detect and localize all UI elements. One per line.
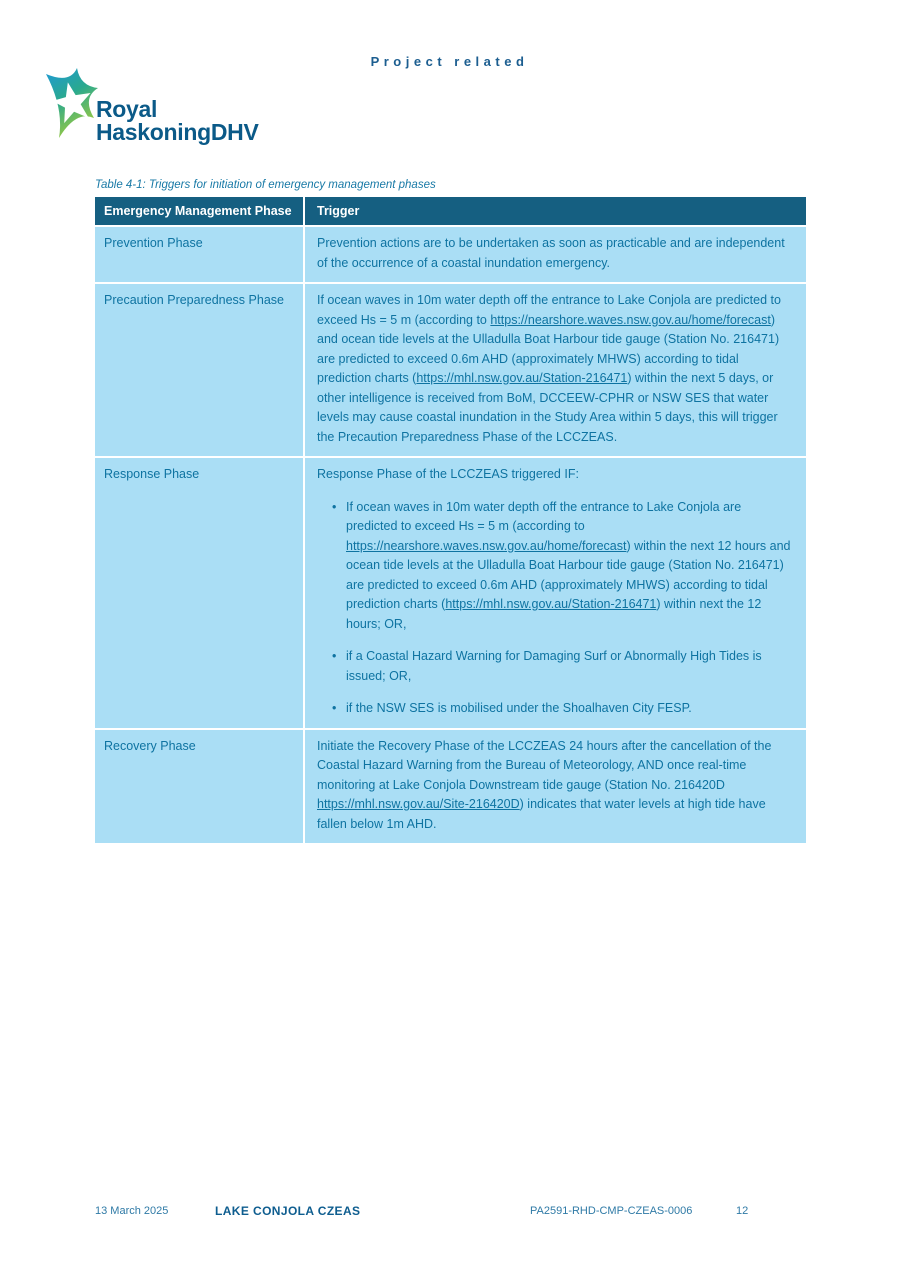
bullet-text [346,699,792,719]
link-url[interactable]: https://nearshore.waves.nsw.gov.au/home/forecast [346,538,627,553]
phase-cell: Response Phase [104,467,200,481]
trigger-cell [303,458,806,728]
header-classification: Project related [370,54,529,69]
paragraph [317,291,792,447]
bullet-item [317,498,792,635]
text-segment: Initiate the Recovery Phase of the LCCZEAS 24 hours after the cancellation of the Coastal Hazard Warning from the Bureau of Meteorology, AND once real-time monitoring at Lake Conjola Downstream tide gauge (Station No. 216420D [317,738,772,792]
text-segment: ) indicates that water levels at high tide have fallen below 1m AHD. [317,797,766,831]
phase-cell: Recovery Phase [104,738,196,753]
table-row [95,730,806,844]
phase-cell: Prevention Phase [104,236,203,250]
table-body [95,227,806,843]
text-segment: if a Coastal Hazard Warning for Damaging Surf or Abnormally High Tides is issued; OR, [346,649,762,683]
bullet-item [317,699,792,719]
footer-page-number: 12 [736,1205,749,1217]
bullet-marker: • [332,649,337,663]
bullet-marker: • [332,701,337,715]
link-url[interactable]: https://mhl.nsw.gov.au/Station-216471 [416,371,628,385]
logo-line2: HaskoningDHV [96,119,259,145]
text-segment: if the NSW SES is mobilised under the Shoalhaven City FESP. [346,701,692,715]
footer-project-title: LAKE CONJOLA CZEAS [215,1204,361,1218]
paragraph [317,234,792,273]
bullet-marker: • [332,499,337,514]
text-segment: If ocean waves in 10m water depth off the entrance to Lake Conjola are predicted to exceed Hs = 5 m (according to [317,293,781,327]
text-segment: ) within the next 12 hours and ocean tide levels at the Ulladulla Boat Harbour tide gauge (Station No. 216471) are predicted to exceed 0.6m AHD (approximately MHWS) according to tidal prediction charts ( [346,538,791,611]
link-url[interactable]: https://mhl.nsw.gov.au/Site-216420D [317,797,520,811]
column-header-trigger: Trigger [303,197,806,225]
bullet-item [317,647,792,686]
text-segment: Response Phase of the LCCZEAS triggered IF: [317,467,579,481]
bullet-text [346,498,792,635]
table-header-row [95,197,806,225]
paragraph [317,465,792,485]
table-row [95,284,806,456]
trigger-cell [303,227,806,282]
bullet-text [346,647,792,686]
logo-text [96,66,259,148]
paragraph [317,737,792,835]
link-url[interactable]: https://mhl.nsw.gov.au/Station-216471 [445,597,657,611]
text-segment: ) and ocean tide levels at the Ulladulla Boat Harbour tide gauge (Station No. 216471) are predicted to exceed 0.6m AHD (approximately MHWS) according to tidal prediction charts ( [317,312,780,385]
text-segment: If ocean waves in 10m water depth off the entrance to Lake Conjola are predicted to exceed Hs = 5 m (according to [346,499,742,533]
phase-cell: Precaution Preparedness Phase [104,293,284,307]
trigger-cell [303,284,806,456]
company-logo [44,66,259,148]
text-segment: ) within the next 5 days, or other intelligence is received from BoM, DCCEEW-CPHR or NSW SES that water levels may cause coastal inundation in the Study Area within 5 days, this will trigger the Precaution Preparedness Phase of the LCCZEAS. [317,371,778,444]
table-row [95,227,806,282]
royal-haskoningdhv-star-icon [44,66,100,148]
triggers-table [95,197,806,843]
text-segment: ) within next the 12 hours; OR, [346,597,762,631]
table-caption: Table 4-1: Triggers for initiation of emergency management phases [95,179,436,191]
link-url[interactable]: https://nearshore.waves.nsw.gov.au/home/forecast [490,312,771,327]
page-footer [0,1204,899,1220]
text-segment: Prevention actions are to be undertaken as soon as practicable and are independent of the occurrence of a coastal inundation emergency. [317,236,785,270]
column-header-phase: Emergency Management Phase [104,204,292,218]
table-row [95,458,806,728]
trigger-cell [303,730,806,844]
logo-line1: Royal [96,96,158,122]
footer-date: 13 March 2025 [95,1205,169,1217]
footer-document-number: PA2591-RHD-CMP-CZEAS-0006 [530,1205,693,1217]
